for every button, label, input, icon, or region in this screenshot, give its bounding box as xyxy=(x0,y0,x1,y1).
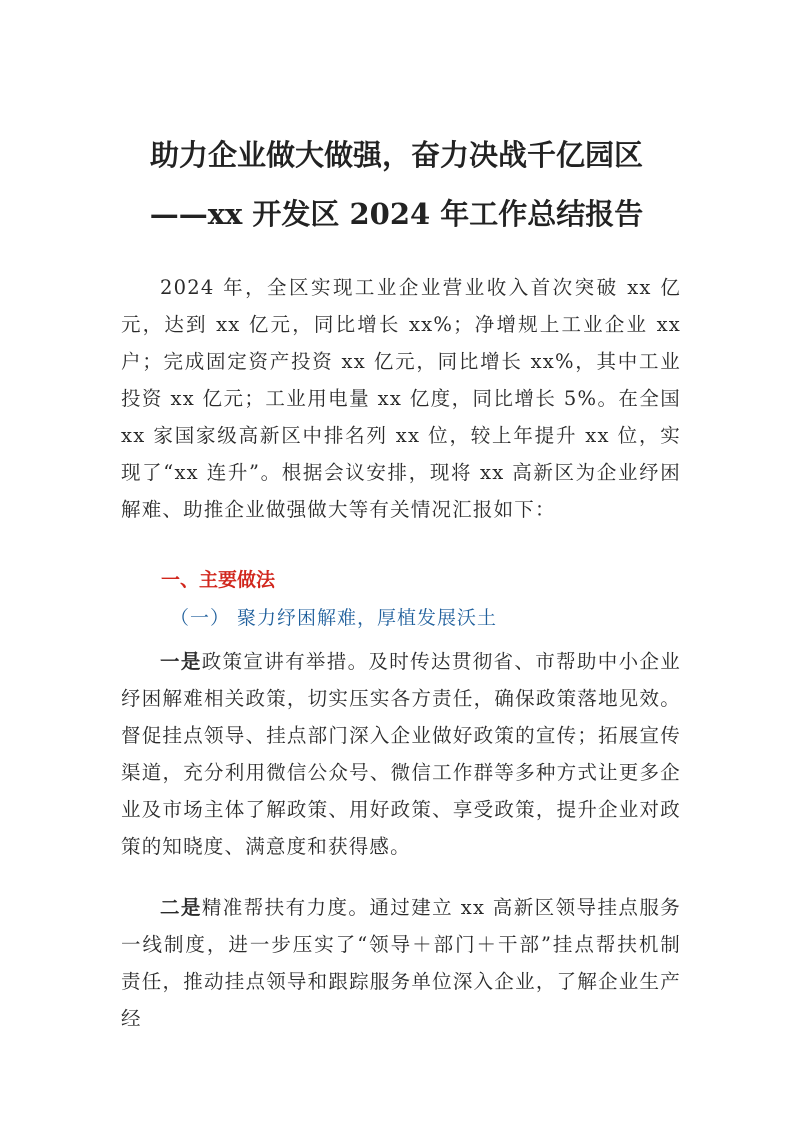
subsection-heading: （一） 聚力纾困解难，厚植发展沃土 xyxy=(170,607,498,629)
item-text-2: 精准帮扶有力度。通过建立 xx 高新区领导挂点服务一线制度，进一步压实了“领导＋部门＋干部”挂点帮扶机制责任，推动挂点领导和跟踪服务单位深入企业，了解企业生产经 xyxy=(121,896,681,1030)
document-title: 助力企业做大做强，奋力决战千亿园区 xyxy=(149,138,643,172)
intro-paragraph xyxy=(121,269,681,528)
intro-text: 2024 年，全区实现工业企业营业收入首次突破 xx 亿元，达到 xx 亿元，同比增长 xx%；净增规上工业企业 xx 户；完成固定资产投资 xx 亿元，同比增长 xx%，其中工业投资 xx 亿元；工业用电量 xx 亿度，同比增长 5%。在全国 xx 家国家级高新区中排名列 xx 位，较上年提升 xx 位，实现了“xx 连升”。根据会议安排，现将 xx 高新区为企业纾困解难、助推企业做强做大等有关情况汇报如下： xyxy=(121,276,681,521)
item-paragraph-2 xyxy=(121,889,681,1037)
item-lead-2: 二是 xyxy=(160,896,202,919)
item-paragraph-1 xyxy=(121,643,681,865)
item-text-1: 政策宣讲有举措。及时传达贯彻省、市帮助中小企业纾困解难相关政策，切实压实各方责任，确保政策落地见效。督促挂点领导、挂点部门深入企业做好政策的宣传；拓展宣传渠道，充分利用微信公众号、微信工作群等多种方式让更多企业及市场主体了解政策、用好政策、享受政策，提升企业对政策的知晓度、满意度和获得感。 xyxy=(121,650,681,858)
section-heading: 一、主要做法 xyxy=(161,569,276,591)
item-lead-1: 一是 xyxy=(160,650,202,673)
document-subtitle: ——xx 开发区 2024 年工作总结报告 xyxy=(149,197,644,231)
